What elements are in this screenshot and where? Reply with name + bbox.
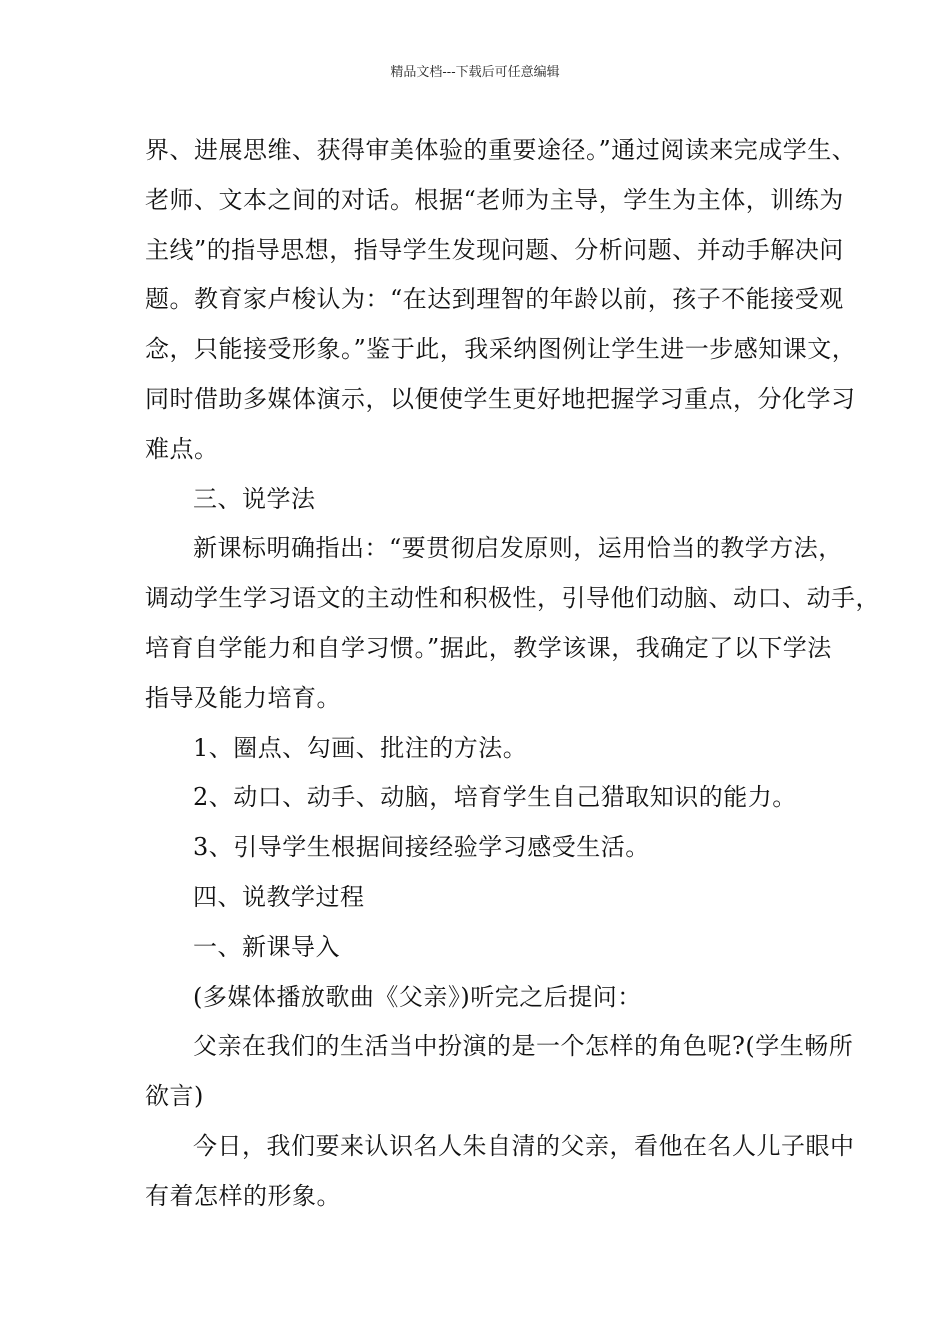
section-heading: 三、说学法 [193,484,316,513]
list-item: 2、动口、动手、动脑，培育学生自己猎取知识的能力。 [193,783,797,812]
paragraph-line: 父亲在我们的生活当中扮演的是一个怎样的角色呢?(学生畅所 [193,1032,854,1061]
list-item: 1、圈点、勾画、批注的方法。 [193,733,528,762]
paragraph-line: 欲言) [145,1082,204,1111]
paragraph-line: 培育自学能力和自学习惯。”据此，教学该课，我确定了以下学法 [145,633,832,662]
section-heading: 四、说教学过程 [193,882,365,911]
paragraph-line: 题。教育家卢梭认为：“在达到理智的年龄以前，孩子不能接受观 [145,285,844,314]
paragraph-line: 界、进展思维、获得审美体验的重要途径。”通过阅读来完成学生、 [145,136,857,164]
paragraph-line: 有着怎样的形象。 [145,1181,341,1210]
paragraph-line: 主线”的指导思想，指导学生发现问题、分析问题、并动手解决问 [145,235,844,264]
subsection-heading: 一、新课导入 [193,932,340,961]
page-header: 精品文档---下载后可任意编辑 [390,65,560,80]
paragraph-line: 今日，我们要来认识名人朱自清的父亲，看他在名人儿子眼中 [193,1131,855,1160]
paragraph-line: 调动学生学习语文的主动性和积极性，引导他们动脑、动口、动手， [145,584,880,613]
list-item: 3、引导学生根据间接经验学习感受生活。 [193,833,650,862]
paragraph-line: 难点。 [145,434,219,463]
paragraph-line: 指导及能力培育。 [145,683,341,712]
paragraph-line: 同时借助多媒体演示，以便使学生更好地把握学习重点，分化学习 [145,384,856,413]
paragraph-line: 新课标明确指出：“要贯彻启发原则，运用恰当的教学方法， [193,534,843,563]
paragraph-line: 念，只能接受形象。”鉴于此，我采纳图例让学生进一步感知课文， [145,335,857,364]
paragraph-line: 老师、文本之间的对话。根据“老师为主导，学生为主体，训练为 [145,185,844,214]
paragraph-line: (多媒体播放歌曲《父亲》)听完之后提问： [193,982,642,1011]
document-body [145,126,880,1222]
